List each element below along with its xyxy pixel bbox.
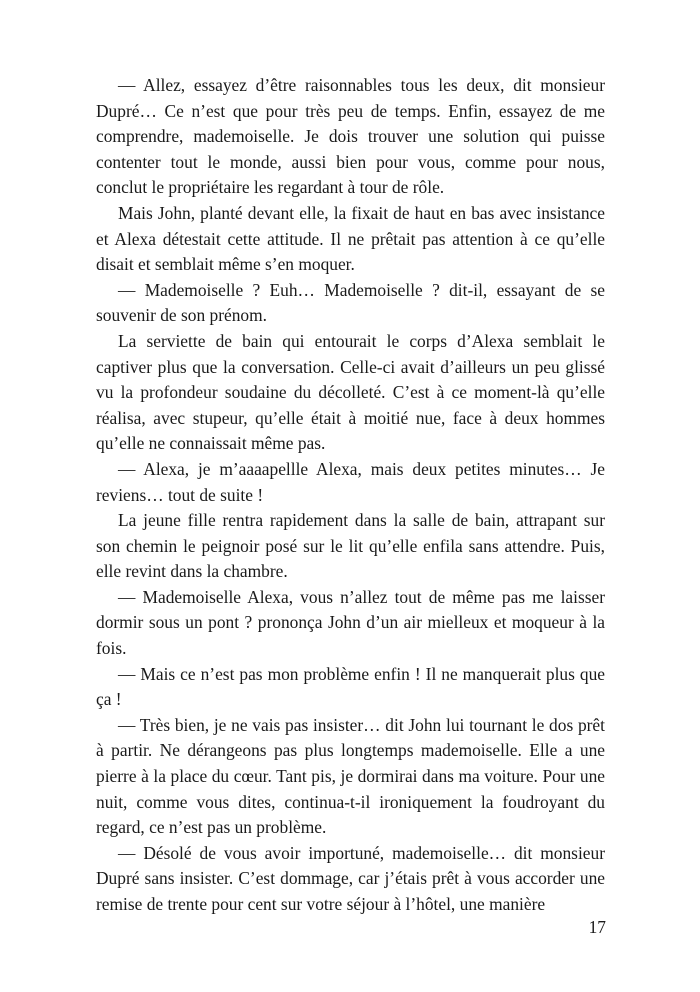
- page-number: 17: [588, 917, 606, 937]
- paragraph: Mais John, planté devant elle, la fixait de haut en bas avec insistance et Alexa détestait cette attitude. Il ne prêtait pas attention à ce qu’elle disait et semblait même s’en moquer.: [96, 202, 605, 275]
- paragraph: — Mais ce n’est pas mon problème enfin ! Il ne manquerait plus que ça !: [96, 663, 605, 710]
- paragraph: — Désolé de vous avoir importuné, mademoiselle… dit monsieur Dupré sans insister. C’est dommage, car j’étais prêt à vous accorder une remise de trente pour cent sur votre séjour à l’hôtel, une manière: [96, 842, 605, 914]
- paragraph: — Allez, essayez d’être raisonnables tous les deux, dit monsieur Dupré… Ce n’est que pour très peu de temps. Enfin, essayez de me comprendre, mademoiselle. Je dois trouver une solution qui puisse contenter tout le monde, aussi bien pour vous, comme pour nous, conclut le propriétaire les regardant à tour de rôle.: [96, 75, 605, 198]
- paragraph: — Très bien, je ne vais pas insister… dit John lui tournant le dos prêt à partir. Ne dérangeons pas plus longtemps mademoiselle. Elle a une pierre à la place du cœur. Tant pis, je dormirai dans ma voiture. Pour une nuit, comme vous dites, continua-t-il ironiquement la foudroyant du regard, ce n’est pas un problème.: [96, 714, 605, 838]
- paragraph: — Mademoiselle ? Euh… Mademoiselle ? dit-il, essayant de se souvenir de son prénom.: [96, 279, 605, 326]
- paragraph: La jeune fille rentra rapidement dans la salle de bain, attrapant sur son chemin le peignoir posé sur le lit qu’elle enfila sans attendre. Puis, elle revint dans la chambre.: [96, 510, 605, 582]
- paragraph: — Alexa, je m’aaaapellle Alexa, mais deux petites minutes… Je reviens… tout de suite !: [96, 458, 605, 505]
- page-body: [96, 73, 605, 918]
- paragraph: La serviette de bain qui entourait le corps d’Alexa semblait le captiver plus que la conversation. Celle-ci avait d’ailleurs un peu glissé vu la profondeur soudaine du décolleté. C’est à ce moment-là qu’elle réalisa, avec stupeur, qu’elle était à moitié nue, face à deux hommes qu’elle ne connaissait même pas.: [96, 330, 605, 454]
- paragraph: — Mademoiselle Alexa, vous n’allez tout de même pas me laisser dormir sous un pont ? prononça John d’un air mielleux et moqueur à la fois.: [96, 586, 605, 659]
